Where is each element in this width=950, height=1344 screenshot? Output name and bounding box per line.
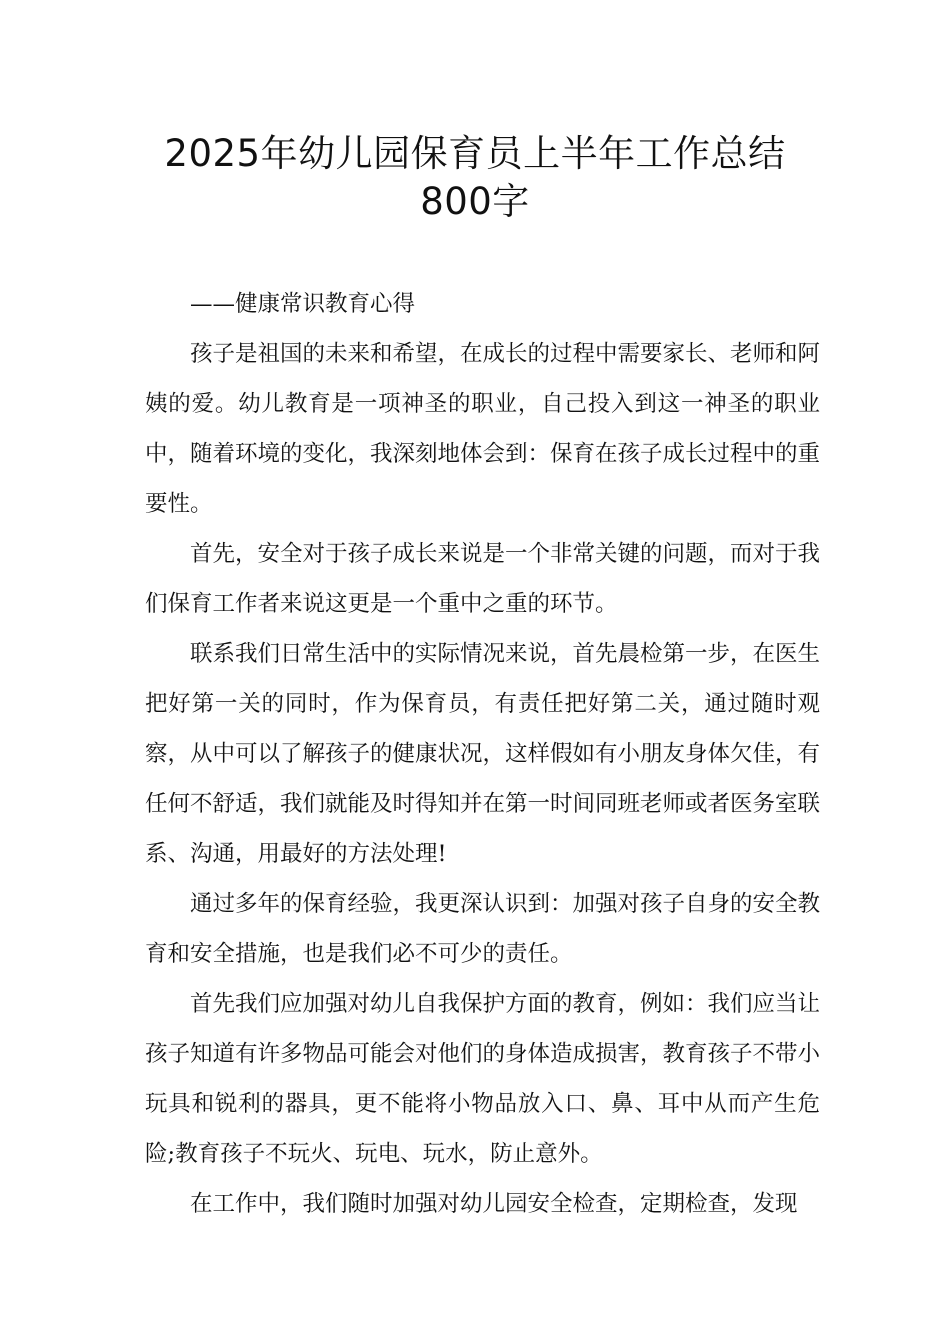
paragraph: 在工作中，我们随时加强对幼儿园安全检查，定期检查，发现 xyxy=(190,1191,798,1217)
paragraph: 首先我们应加强对幼儿自我保护方面的教育，例如：我们应当让孩子知道有许多物品可能会对他们的身体造成损害，教育孩子不带小玩具和锐利的器具，更不能将小物品放入口、鼻、耳中从而产生危险;教育孩子不玩火、玩电、玩水，防止意外。 xyxy=(145,991,821,1167)
document-title xyxy=(100,130,850,226)
paragraph: 通过多年的保育经验，我更深认识到：加强对孩子自身的安全教育和安全措施，也是我们必不可少的责任。 xyxy=(145,891,821,967)
document-body xyxy=(145,279,820,1229)
title-line-1: 2025年幼儿园保育员上半年工作总结 xyxy=(164,132,786,175)
subtitle: ——健康常识教育心得 xyxy=(190,291,416,317)
paragraph: 首先，安全对于孩子成长来说是一个非常关键的问题，而对于我们保育工作者来说这更是一个重中之重的环节。 xyxy=(145,541,821,617)
paragraph: 联系我们日常生活中的实际情况来说，首先晨检第一步，在医生把好第一关的同时，作为保育员，有责任把好第二关，通过随时观察，从中可以了解孩子的健康状况，这样假如有小朋友身体欠佳，有任何不舒适，我们就能及时得知并在第一时间同班老师或者医务室联系、沟通，用最好的方法处理! xyxy=(145,641,821,867)
title-line-2: 800字 xyxy=(420,180,530,223)
paragraph: 孩子是祖国的未来和希望，在成长的过程中需要家长、老师和阿姨的爱。幼儿教育是一项神圣的职业，自己投入到这一神圣的职业中，随着环境的变化，我深刻地体会到：保育在孩子成长过程中的重要性。 xyxy=(145,341,821,517)
